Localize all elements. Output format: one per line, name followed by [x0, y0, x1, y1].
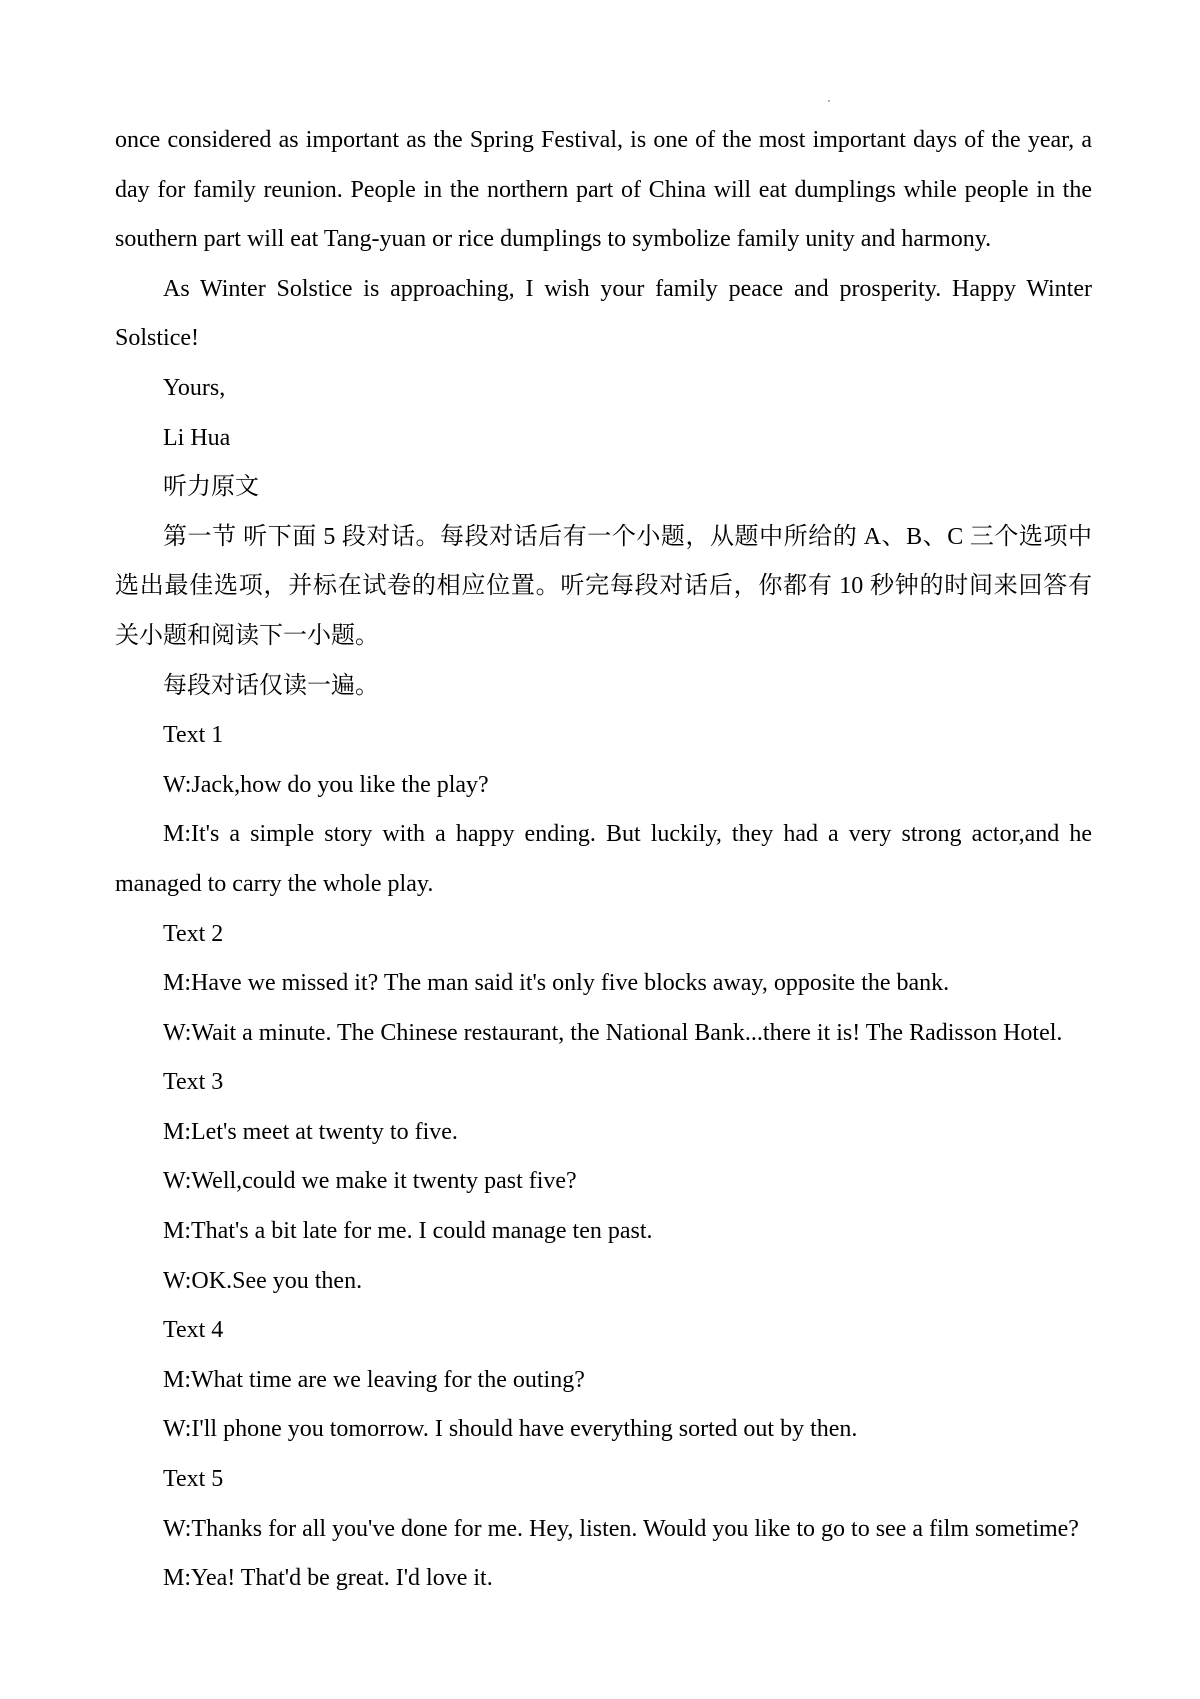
letter-body-line: Solstice!	[115, 325, 199, 352]
dialogue-line: M:Yea! That'd be great. I'd love it.	[163, 1565, 493, 1592]
dialogue-line: managed to carry the whole play.	[115, 870, 434, 897]
dialogue-line: M:Let's meet at twenty to five.	[163, 1118, 458, 1145]
dialogue-line: W:I'll phone you tomorrow. I should have everything sorted out by then.	[163, 1416, 858, 1443]
dialogue-text-5	[115, 1455, 1092, 1604]
letter-body-line: As Winter Solstice is approaching, I wish your family peace and prosperity. Happy Winter	[163, 275, 1092, 302]
section-instructions-line: 关小题和阅读下一小题。	[115, 622, 379, 649]
dialogue-line: M:What time are we leaving for the outing?	[163, 1366, 585, 1393]
reading-note: 每段对话仅读一遍。	[163, 672, 379, 699]
dialogue-label: Text 2	[163, 920, 224, 947]
letter-section	[115, 116, 1092, 463]
letter-closing: Yours,	[163, 374, 226, 401]
dialogue-line: M:That's a bit late for me. I could manage ten past.	[163, 1218, 653, 1245]
script-title: 听力原文	[163, 474, 259, 501]
dialogue-label: Text 3	[163, 1069, 224, 1096]
dialogue-label: Text 5	[163, 1466, 224, 1493]
letter-body-line: southern part will eat Tang-yuan or rice dumplings to symbolize family unity and harmony.	[115, 226, 992, 253]
dialogue-label: Text 4	[163, 1317, 224, 1344]
section-instructions-line: 第一节 听下面 5 段对话。每段对话后有一个小题，从题中所给的 A、B、C 三个选项中	[163, 523, 1092, 550]
scan-speck	[828, 100, 830, 102]
dialogue-line: W:Well,could we make it twenty past five?	[163, 1168, 577, 1195]
letter-body-line: once considered as important as the Spring Festival, is one of the most important days of the year, a	[115, 127, 1092, 153]
dialogue-text-4	[115, 1306, 1092, 1455]
dialogue-text-3	[115, 1058, 1092, 1306]
dialogue-line: W:Jack,how do you like the play?	[163, 771, 489, 798]
section-instructions-line: 选出最佳选项，并标在试卷的相应位置。听完每段对话后，你都有 10 秒钟的时间来回答有	[115, 573, 1092, 600]
dialogue-text-2	[115, 910, 1092, 1059]
letter-body-line: day for family reunion. People in the northern part of China will eat dumplings while people in the	[115, 176, 1092, 203]
dialogue-line: W:Wait a minute. The Chinese restaurant, the National Bank...there it is! The Radisson Hotel.	[163, 1019, 1063, 1046]
listening-script-section	[115, 463, 1092, 1604]
dialogue-line: W:OK.See you then.	[163, 1267, 363, 1294]
dialogue-text-1	[115, 711, 1092, 909]
dialogue-label: Text 1	[163, 722, 224, 749]
dialogue-line: W:Thanks for all you've done for me. Hey, listen. Would you like to go to see a film sometime?	[163, 1515, 1079, 1542]
dialogue-line: M:It's a simple story with a happy ending. But luckily, they had a very strong actor,and he	[163, 821, 1092, 848]
page-content	[115, 116, 1092, 1604]
letter-signature: Li Hua	[163, 424, 231, 451]
dialogue-line: M:Have we missed it? The man said it's only five blocks away, opposite the bank.	[163, 970, 950, 997]
